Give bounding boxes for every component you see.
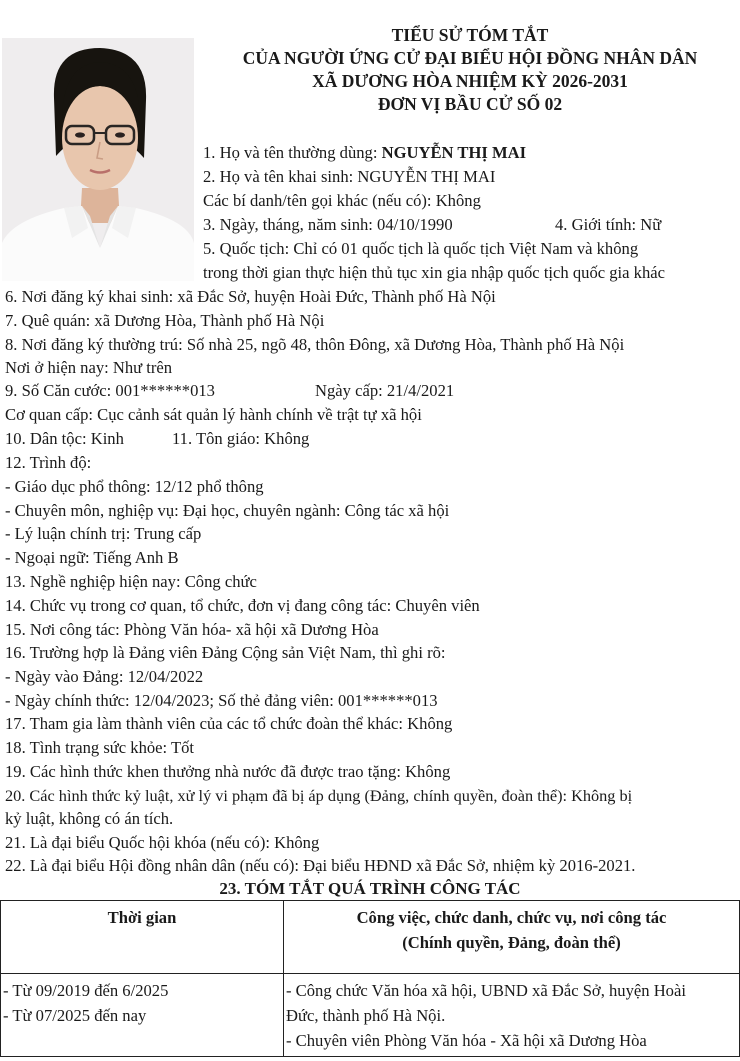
time-period-2: - Từ 07/2025 đến nay [3,1006,147,1025]
field-party-member: 16. Trường hợp là Đảng viên Đảng Cộng sản Việt Nam, thì ghi rõ: [5,643,446,662]
field-nationality: 5. Quốc tịch: Chỉ có 01 quốc tịch là quốc tịch Việt Nam và không [203,239,639,258]
table-header-row [1,901,740,974]
field-education: 12. Trình độ: [5,453,92,472]
field-occupation: 13. Nghề nghiệp hiện nay: Công chức [5,572,257,591]
field-health: 18. Tình trạng sức khỏe: Tốt [5,738,195,757]
field-organizations: 17. Tham gia làm thành viên của các tổ chức đoàn thể khác: Không [5,714,453,733]
column-header-description: Công việc, chức danh, chức vụ, nơi công tác (Chính quyền, Đảng, đoàn thể) [284,901,740,974]
field-label: 1. Họ và tên thường dùng: [203,143,382,162]
field-id-number: 9. Số Căn cước: 001******013 [5,381,215,400]
field-common-name [203,142,526,164]
field-position: 14. Chức vụ trong cơ quan, tổ chức, đơn vị đang công tác: Chuyên viên [5,596,480,615]
time-period-1: - Từ 09/2019 đến 6/2025 [3,981,169,1000]
table-row [1,974,740,1057]
field-education-professional: - Chuyên môn, nghiệp vụ: Đại học, chuyên ngành: Công tác xã hội [5,501,450,520]
field-hometown: 7. Quê quán: xã Dương Hòa, Thành phố Hà Nội [5,311,325,330]
field-issuer: Cơ quan cấp: Cục cảnh sát quản lý hành chính về trật tự xã hội [5,405,422,424]
field-discipline: 20. Các hình thức kỷ luật, xử lý vi phạm đã bị áp dụng (Đảng, chính quyền, đoàn thể): Không bị [5,786,633,805]
field-aliases: Các bí danh/tên gọi khác (nếu có): Không [203,191,481,210]
column-header-time: Thời gian [1,901,284,974]
heading-unit: ĐƠN VỊ BẦU CỬ SỐ 02 [377,94,563,114]
field-education-general: - Giáo dục phổ thông: 12/12 phổ thông [5,477,264,496]
field-ethnicity: 10. Dân tộc: Kinh [5,429,124,448]
portrait-photo [2,38,194,281]
field-current-residence: Nơi ở hiện nay: Như trên [5,358,173,377]
field-value: NGUYỄN THỊ MAI [381,143,527,162]
field-nationality-continued: trong thời gian thực hiện thủ tục xin gia nhập quốc tịch quốc gia khác [203,263,665,282]
field-birthdate: 3. Ngày, tháng, năm sinh: 04/10/1990 [203,215,453,234]
field-birth-name: 2. Họ và tên khai sinh: NGUYỄN THỊ MAI [203,167,496,186]
description-1: - Công chức Văn hóa xã hội, UBND xã Đắc Sở, huyện Hoài [286,981,686,1000]
field-workplace: 15. Nơi công tác: Phòng Văn hóa- xã hội xã Dương Hòa [5,620,379,639]
field-education-political: - Lý luận chính trị: Trung cấp [5,524,202,543]
time-cell [1,974,284,1057]
field-party-join-date: - Ngày vào Đảng: 12/04/2022 [5,667,204,686]
field-issue-date: Ngày cấp: 21/4/2021 [315,381,455,400]
field-gender: 4. Giới tính: Nữ [555,215,662,234]
field-permanent-residence: 8. Nơi đăng ký thường trú: Số nhà 25, ngõ 48, thôn Đông, xã Dương Hòa, Thành phố Hà Nội [5,335,625,354]
description-cell [284,974,740,1057]
field-discipline-continued: kỷ luật, không có án tích. [5,809,174,828]
work-history-title: 23. TÓM TẮT QUÁ TRÌNH CÔNG TÁC [219,879,521,898]
field-party-official-date: - Ngày chính thức: 12/04/2023; Số thẻ đảng viên: 001******013 [5,691,438,710]
description-1-continued: Đức, thành phố Hà Nội. [286,1006,446,1025]
heading-term: XÃ DƯƠNG HÒA NHIỆM KỲ 2026-2031 [312,71,628,91]
portrait-icon [2,38,194,281]
field-people-council: 22. Là đại biểu Hội đồng nhân dân (nếu có): Đại biểu HĐND xã Đắc Sở, nhiệm kỳ 2016-2021. [5,856,636,875]
work-history-table [0,900,740,1057]
field-birth-registration: 6. Nơi đăng ký khai sinh: xã Đắc Sở, huyện Hoài Đức, Thành phố Hà Nội [5,287,496,306]
field-awards: 19. Các hình thức khen thưởng nhà nước đã được trao tặng: Không [5,762,451,781]
heading-title: TIỂU SỬ TÓM TẮT [391,25,549,45]
heading-subtitle: CỦA NGƯỜI ỨNG CỬ ĐẠI BIỂU HỘI ĐỒNG NHÂN DÂN [242,48,698,68]
document-heading [200,24,740,116]
description-2: - Chuyên viên Phòng Văn hóa - Xã hội xã Dương Hòa [286,1031,647,1050]
field-education-language: - Ngoại ngữ: Tiếng Anh B [5,548,179,567]
field-religion: 11. Tôn giáo: Không [172,429,310,448]
field-national-assembly: 21. Là đại biểu Quốc hội khóa (nếu có): Không [5,833,320,852]
